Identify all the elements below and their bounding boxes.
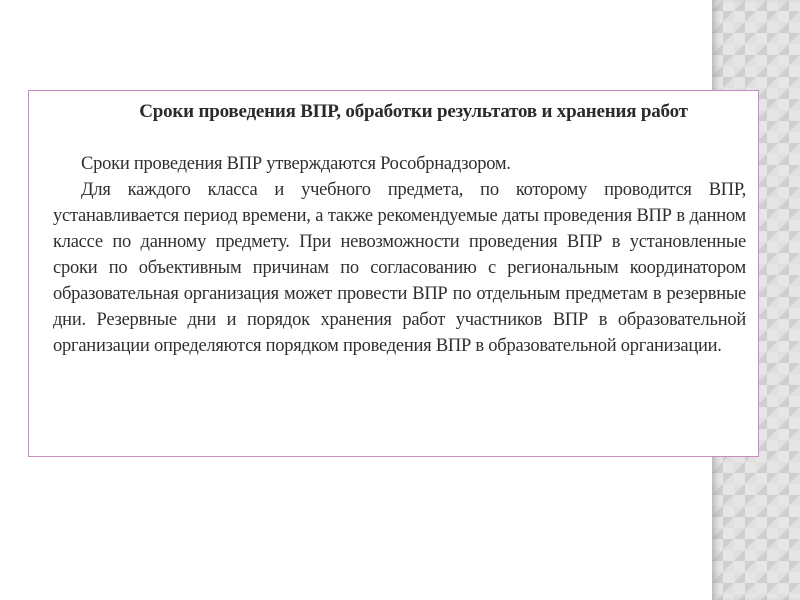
document-frame — [28, 90, 759, 457]
paragraph-2: Для каждого класса и учебного предмета, по которому проводится ВПР, устанавливается период времени, а также рекомендуемые даты проведения ВПР в данном классе по данному предмету. При невозможности проведения ВПР в установленные сроки по объективным причинам по согласованию с региональным координатором образовательная организация может провести ВПР по отдельным предметам в резервные дни. Резервные дни и порядок хранения работ участников ВПР в образовательной организации определяются порядком проведения ВПР в образовательной организации. — [53, 180, 746, 356]
paragraph-1: Сроки проведения ВПР утверждаются Рособрнадзором. — [81, 154, 511, 174]
document-title: Сроки проведения ВПР, обработки результатов и хранения работ — [139, 101, 688, 122]
document-body — [53, 151, 746, 359]
